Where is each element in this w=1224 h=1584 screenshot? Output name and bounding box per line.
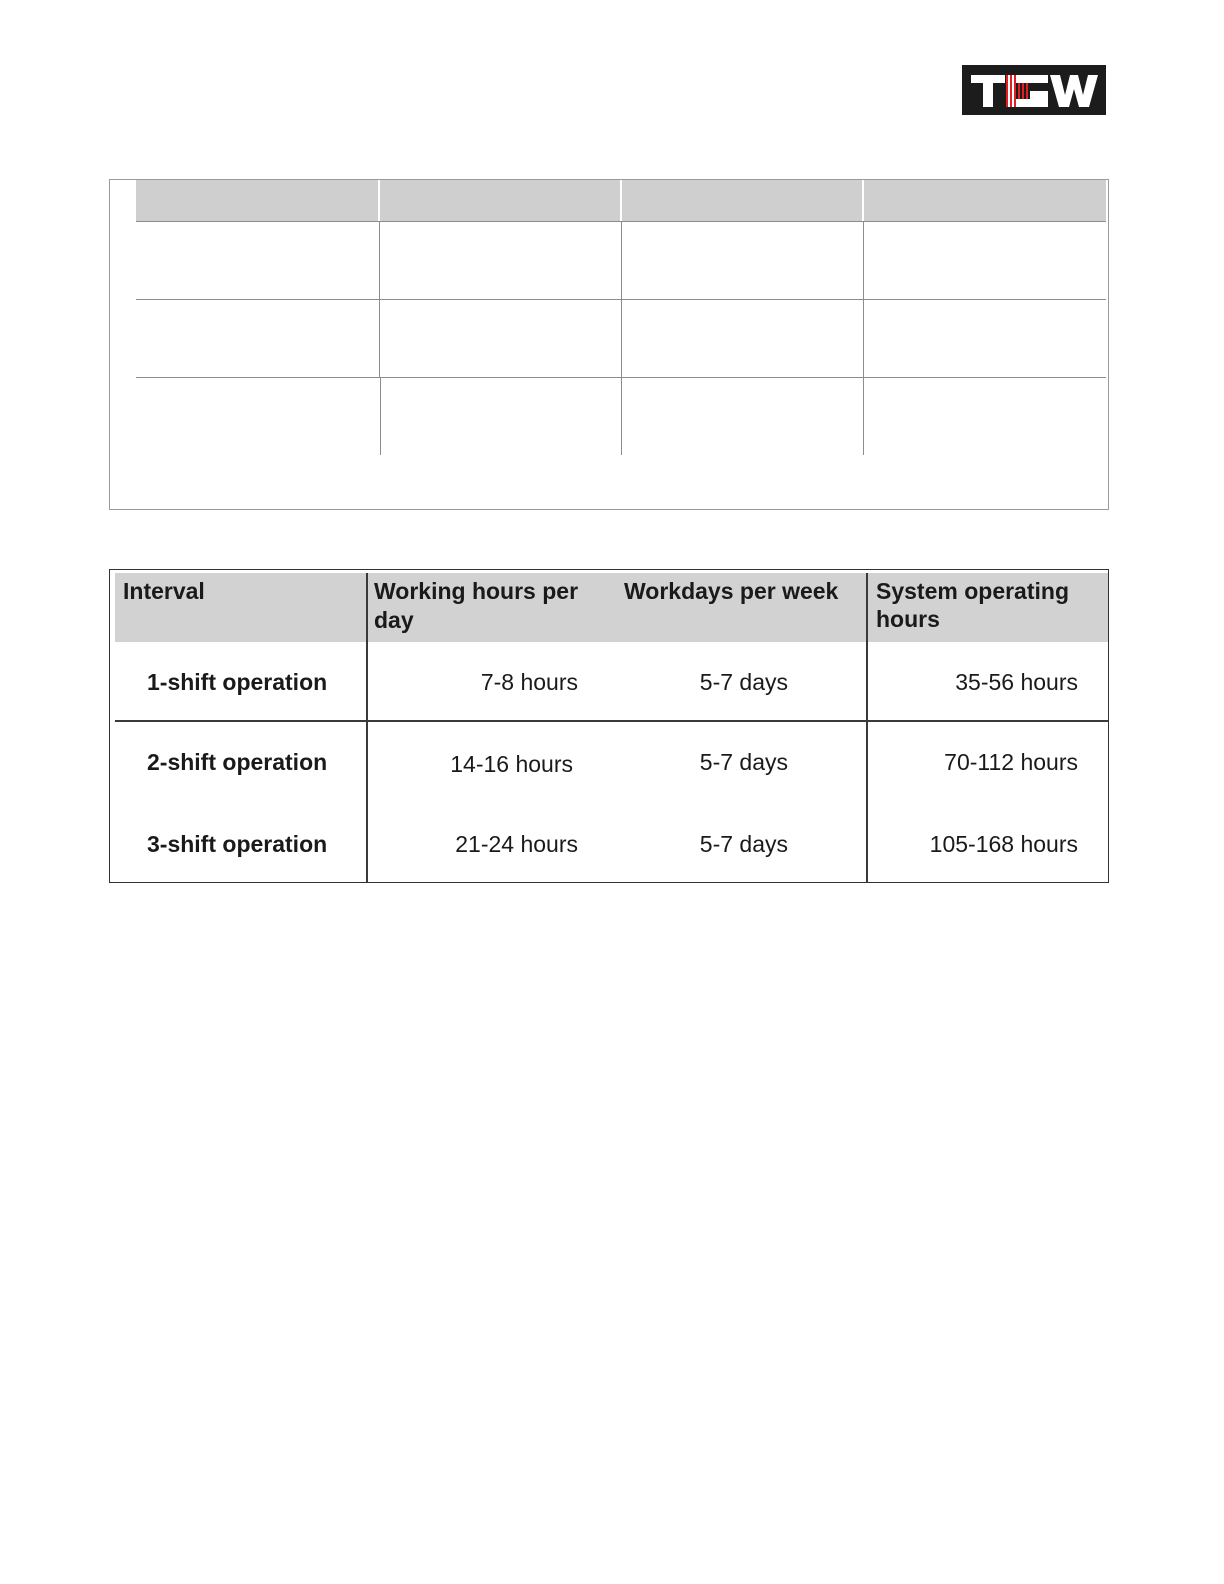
header-workdays: Workdays per week bbox=[624, 578, 839, 604]
blank-cell bbox=[136, 378, 380, 455]
row-3-system-hours: 105-168 hours bbox=[929, 831, 1078, 857]
blank-cell bbox=[136, 222, 380, 299]
blank-table bbox=[136, 180, 1106, 455]
row-1-interval: 1-shift operation bbox=[147, 669, 328, 695]
blank-table-header bbox=[136, 180, 1106, 222]
column-divider bbox=[366, 573, 368, 882]
row-1-working-hours: 7-8 hours bbox=[480, 669, 578, 695]
header-interval: Interval bbox=[123, 578, 205, 604]
blank-header-cell bbox=[136, 180, 380, 221]
blank-cell bbox=[864, 300, 1106, 377]
row-3-working-hours: 21-24 hours bbox=[455, 831, 578, 857]
tgw-logo bbox=[962, 65, 1106, 115]
blank-cell bbox=[380, 222, 622, 299]
blank-header-cell bbox=[622, 180, 864, 221]
row-divider bbox=[115, 720, 1108, 722]
blank-cell bbox=[864, 222, 1106, 299]
row-2-interval: 2-shift operation bbox=[147, 749, 328, 775]
blank-cell bbox=[622, 378, 864, 455]
row-2-system-hours: 70-112 hours bbox=[944, 749, 1078, 775]
blank-table-row bbox=[136, 222, 1106, 300]
header-system-hours-line1: System operating bbox=[876, 578, 1069, 604]
header-working-hours-line1: Working hours per bbox=[374, 578, 579, 604]
blank-header-cell bbox=[864, 180, 1106, 221]
blank-cell bbox=[380, 378, 622, 455]
blank-header-cell bbox=[380, 180, 622, 221]
row-1-system-hours: 35-56 hours bbox=[955, 669, 1078, 695]
row-3-interval: 3-shift operation bbox=[147, 831, 328, 857]
blank-cell bbox=[622, 300, 864, 377]
row-1-workdays: 5-7 days bbox=[699, 669, 788, 695]
blank-table-frame bbox=[109, 179, 1109, 510]
logo-text bbox=[962, 115, 963, 116]
blank-cell bbox=[136, 300, 380, 377]
row-3-workdays: 5-7 days bbox=[699, 831, 788, 857]
row-2-working-hours: 14-16 hours bbox=[450, 751, 573, 777]
blank-table-row bbox=[136, 300, 1106, 378]
shift-operation-table bbox=[109, 569, 1109, 883]
tgw-logo-mark bbox=[962, 65, 1106, 115]
blank-cell bbox=[380, 300, 622, 377]
header-system-hours-line2: hours bbox=[876, 606, 940, 632]
column-divider bbox=[866, 573, 868, 882]
header-working-hours-line2: day bbox=[374, 607, 414, 633]
row-2-workdays: 5-7 days bbox=[699, 749, 788, 775]
blank-cell bbox=[622, 222, 864, 299]
blank-cell bbox=[864, 378, 1106, 455]
blank-table-row bbox=[136, 378, 1106, 455]
